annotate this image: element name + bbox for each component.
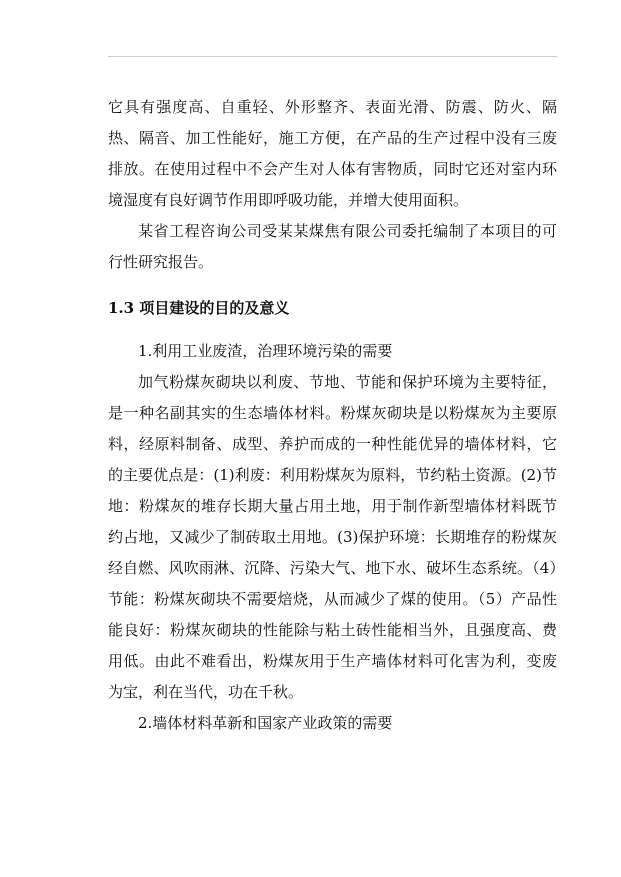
paragraph-commission: 某省工程咨询公司受某某煤焦有限公司委托编制了本项目的可行性研究报告。: [108, 222, 557, 271]
item-2-title: 2.墙体材料革新和国家产业政策的需要: [138, 714, 393, 732]
page-header-rule: [108, 56, 557, 57]
section-heading: 1.3 项目建设的目的及意义: [108, 299, 290, 317]
paragraph-item-1-body: 加气粉煤灰砌块以利废、节地、节能和保护环境为主要特征，是一种名副其实的生态墙体材料。粉煤灰砌块是以粉煤灰为主要原料，经原料制备、成型、养护而成的一种性能优异的墙体材料，它的主要优点是：(1)利废：利用粉煤灰为原料，节约粘土资源。(2)节地：粉煤灰的堆存长期大量占用土地，用于制作新型墙体材料既节约占地，又减少了制砖取土用地。(3)保护环境：长期堆存的粉煤灰经自燃、风吹雨淋、沉降、污染大气、地下水、破坏生态系统。（4）节能：粉煤灰砌块不需要焙烧，从而减少了煤的使用。（5）产品性能良好：粉煤灰砌块的性能除与粘土砖性能相当外，且强度高、费用低。由此不难看出，粉煤灰用于生产墙体材料可化害为利，变废为宝，利在当代，功在千秋。: [108, 373, 557, 701]
paragraph-intro: 它具有强度高、自重轻、外形整齐、表面光滑、防震、防火、隔热、隔音、加工性能好，施工方便，在产品的生产过程中没有三废排放。在使用过程中不会产生对人体有害物质，同时它还对室内环境湿度有良好调节作用即呼吸功能，并增大使用面积。: [108, 98, 557, 209]
document-body: [108, 92, 557, 739]
item-1-title: 1.利用工业废渣，治理环境污染的需要: [138, 342, 393, 360]
